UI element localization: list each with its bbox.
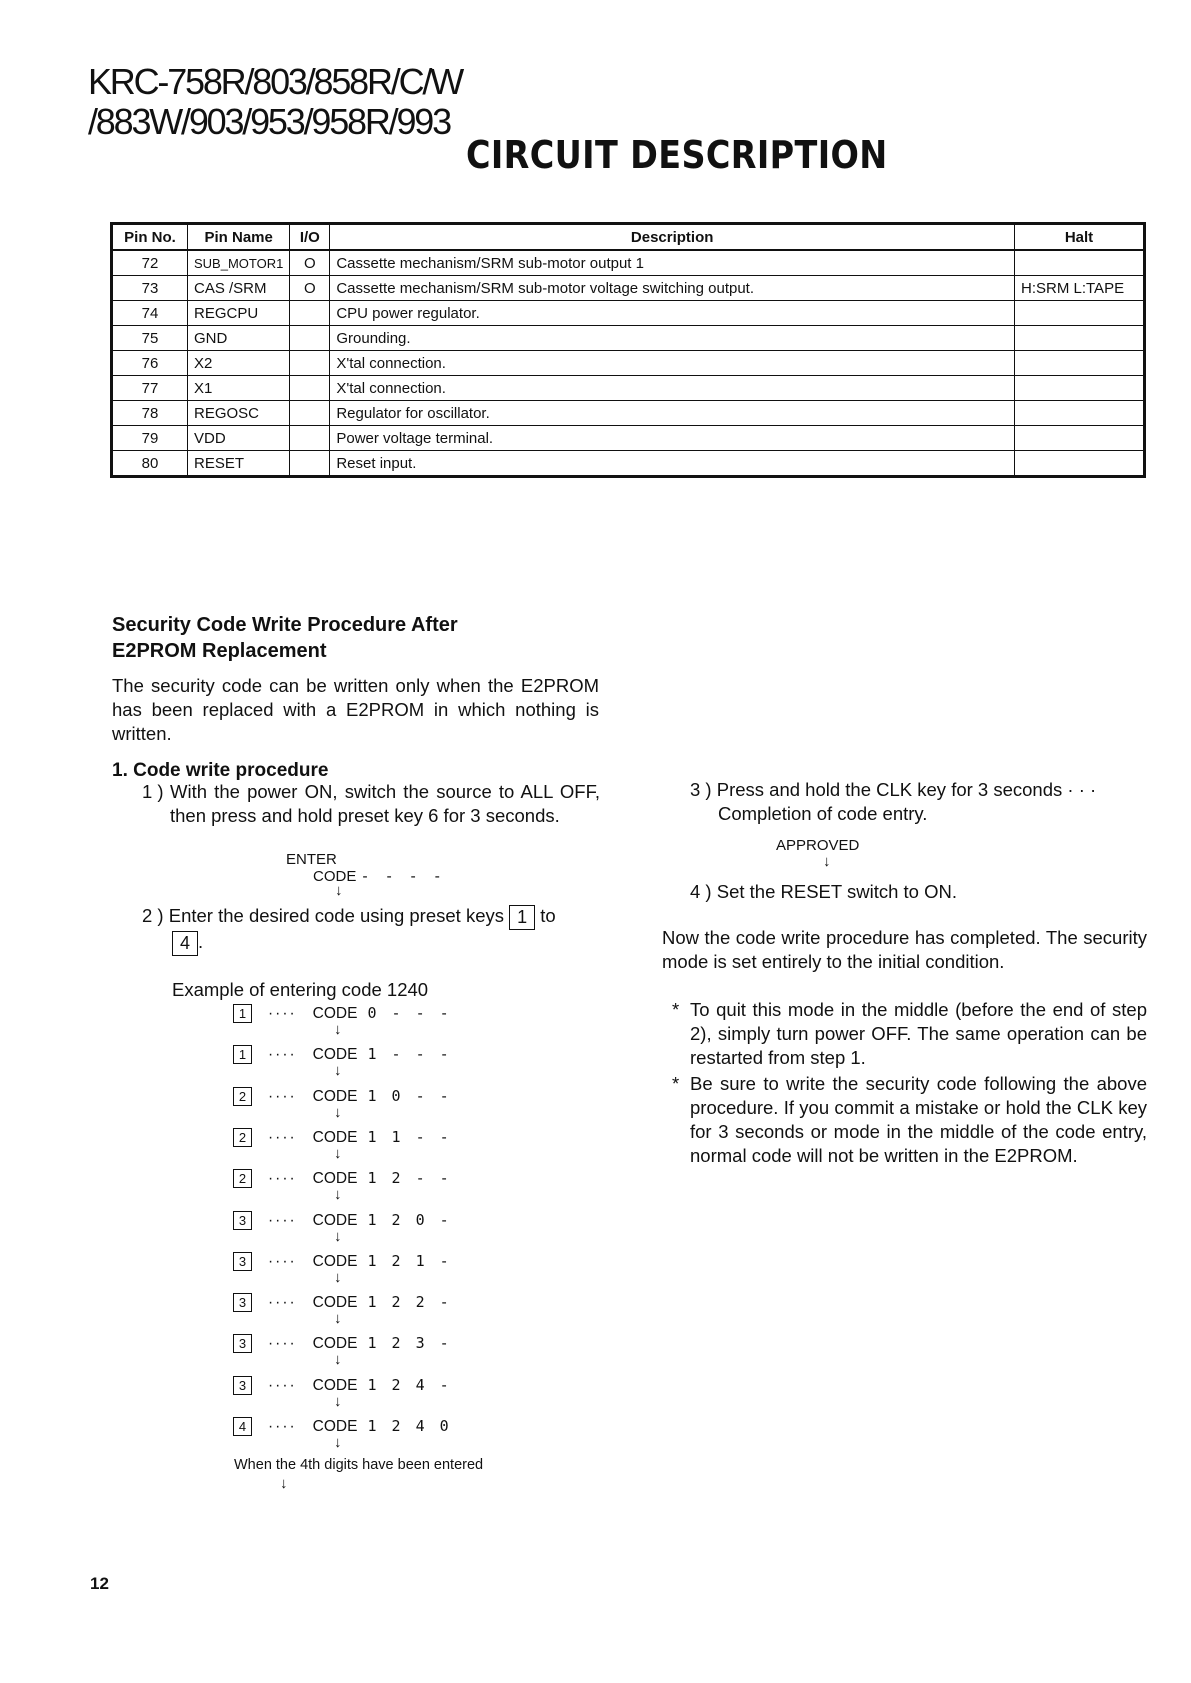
dots-separator: ····	[268, 1377, 297, 1394]
step-2-end: .	[198, 931, 204, 952]
code-value: 1 2 1 -	[367, 1252, 452, 1270]
example-step-row	[233, 1045, 452, 1064]
pin-description: X'tal connection.	[330, 376, 1015, 401]
table-row	[112, 376, 1145, 401]
note-1	[672, 998, 1147, 1070]
step-4	[690, 880, 957, 904]
pin-description: Cassette mechanism/SRM sub-motor output 1	[330, 250, 1015, 276]
enter-code-display	[313, 867, 445, 885]
preset-key-icon: 3	[233, 1334, 252, 1353]
preset-key-icon: 1	[233, 1004, 252, 1023]
code-label: CODE	[312, 1294, 358, 1311]
code-value: 1 2 0 -	[367, 1211, 452, 1229]
table-row	[112, 451, 1145, 477]
code-label: CODE	[312, 1253, 358, 1270]
pin-name: REGCPU	[188, 301, 290, 326]
code-label: CODE	[312, 1212, 358, 1229]
code-value: 1 2 4 -	[367, 1376, 452, 1394]
code-value: 1 - - -	[367, 1045, 452, 1063]
header-pin-name: Pin Name	[188, 224, 290, 251]
table-row	[112, 250, 1145, 276]
example-step-row	[233, 1252, 452, 1271]
pin-name: CAS /SRM	[188, 276, 290, 301]
pin-name: RESET	[188, 451, 290, 477]
down-arrow-icon: ↓	[334, 1104, 342, 1121]
header-io: I/O	[290, 224, 330, 251]
dots-separator: ····	[268, 1212, 297, 1229]
down-arrow-icon: ↓	[334, 1351, 342, 1368]
model-number	[88, 62, 462, 142]
pin-io	[290, 451, 330, 477]
step-2-number: 2 )	[142, 905, 164, 926]
pin-halt: H:SRM L:TAPE	[1015, 276, 1145, 301]
example-step-row	[233, 1417, 452, 1436]
section-heading	[112, 612, 458, 664]
preset-key-icon: 2	[233, 1169, 252, 1188]
model-line-1: KRC-758R/803/858R/C/W	[88, 61, 462, 102]
pin-description: CPU power regulator.	[330, 301, 1015, 326]
approved-label: APPROVED	[776, 837, 860, 854]
down-arrow-icon: ↓	[334, 1145, 342, 1162]
step-2	[142, 904, 602, 930]
down-arrow-icon: ↓	[334, 1269, 342, 1286]
preset-key-icon: 2	[233, 1128, 252, 1147]
down-arrow-icon: ↓	[334, 1021, 342, 1038]
dots-separator: ····	[268, 1088, 297, 1105]
pin-no: 78	[112, 401, 188, 426]
completed-paragraph: Now the code write procedure has completed. The security mode is set entirely to the initial condition.	[662, 927, 1147, 972]
dots-separator: ····	[268, 1253, 297, 1270]
down-arrow-icon: ↓	[334, 1310, 342, 1327]
code-value: 1 1 - -	[367, 1128, 452, 1146]
model-line-2: /883W/903/953/958R/993	[88, 101, 450, 142]
pin-io: O	[290, 250, 330, 276]
note-2	[672, 1072, 1147, 1168]
example-step-row	[233, 1169, 452, 1188]
code-label: CODE	[312, 1170, 358, 1187]
code-label: CODE	[312, 1418, 358, 1435]
table-row	[112, 326, 1145, 351]
down-arrow-icon: ↓	[334, 1186, 342, 1203]
pin-description: Reset input.	[330, 451, 1015, 477]
example-step-row	[233, 1376, 452, 1395]
preset-key-1-icon: 1	[509, 905, 535, 930]
pin-description: X'tal connection.	[330, 351, 1015, 376]
code-value: 1 2 2 -	[367, 1293, 452, 1311]
step-2-continued	[172, 930, 203, 956]
step-heading: 1. Code write procedure	[112, 760, 329, 781]
pin-name: REGOSC	[188, 401, 290, 426]
intro-paragraph: The security code can be written only when the E2PROM has been replaced with a E2PROM in which nothing is written.	[112, 675, 599, 744]
dots-separator: ····	[268, 1170, 297, 1187]
header-description: Description	[330, 224, 1015, 251]
down-arrow-icon: ↓	[334, 1393, 342, 1410]
pin-io	[290, 426, 330, 451]
step-3-number: 3 )	[690, 779, 712, 800]
preset-key-icon: 2	[233, 1087, 252, 1106]
pin-description: Cassette mechanism/SRM sub-motor voltage switching output.	[330, 276, 1015, 301]
code-value: 1 2 3 -	[367, 1334, 452, 1352]
header-halt: Halt	[1015, 224, 1145, 251]
header-pin-no: Pin No.	[112, 224, 188, 251]
table-header-row	[112, 224, 1145, 251]
pin-no: 79	[112, 426, 188, 451]
step-2-text: Enter the desired code using preset keys	[168, 905, 504, 926]
step-4-number: 4 )	[690, 881, 712, 902]
preset-key-icon: 3	[233, 1211, 252, 1230]
preset-key-icon: 3	[233, 1376, 252, 1395]
code-value: 1 2 4 0	[367, 1417, 452, 1435]
down-arrow-icon: ↓	[334, 1434, 342, 1451]
code-value: 0 - - -	[367, 1004, 452, 1022]
pin-no: 77	[112, 376, 188, 401]
pin-io: O	[290, 276, 330, 301]
code-value: - - - -	[360, 867, 445, 885]
down-arrow-icon: ↓	[335, 882, 343, 899]
pin-io	[290, 351, 330, 376]
pin-name: X1	[188, 376, 290, 401]
pin-description: Regulator for oscillator.	[330, 401, 1015, 426]
bullet-icon: *	[672, 1073, 680, 1094]
table-row	[112, 401, 1145, 426]
code-label: CODE	[312, 1377, 358, 1394]
pin-halt	[1015, 376, 1145, 401]
preset-key-icon: 3	[233, 1293, 252, 1312]
pin-no: 73	[112, 276, 188, 301]
pin-halt	[1015, 326, 1145, 351]
pin-no: 76	[112, 351, 188, 376]
dots-separator: ····	[268, 1418, 297, 1435]
table-row	[112, 276, 1145, 301]
fourth-digit-note: When the 4th digits have been entered	[234, 1457, 484, 1473]
pin-table	[110, 222, 1146, 478]
step-3	[690, 778, 1096, 802]
down-arrow-icon: ↓	[334, 1062, 342, 1079]
note-2-text: Be sure to write the security code following the above procedure. If you commit a mistake or hold the CLK key for 3 seconds or mode in the middle of the code entry, normal code will not be written in the E2PROM.	[690, 1073, 1147, 1166]
step-3-text-2: Completion of code entry.	[718, 803, 928, 824]
pin-halt	[1015, 426, 1145, 451]
step-1-text: With the power ON, switch the source to ALL OFF, then press and hold preset key 6 for 3 seconds.	[170, 781, 600, 826]
dots-separator: ····	[268, 1294, 297, 1311]
page-number: 12	[90, 1574, 109, 1593]
table-row	[112, 351, 1145, 376]
step-2-to: to	[540, 905, 556, 926]
enter-label: ENTER	[286, 851, 337, 868]
pin-halt	[1015, 401, 1145, 426]
dots-separator: ····	[268, 1335, 297, 1352]
code-value: 1 2 - -	[367, 1169, 452, 1187]
page-title: CIRCUIT DESCRIPTION	[466, 133, 888, 177]
example-step-row	[233, 1334, 452, 1353]
pin-io	[290, 376, 330, 401]
down-arrow-icon: ↓	[334, 1228, 342, 1245]
down-arrow-icon: ↓	[823, 853, 831, 870]
bullet-icon: *	[672, 999, 680, 1020]
pin-name: GND	[188, 326, 290, 351]
dots-separator: ····	[268, 1046, 297, 1063]
example-step-row	[233, 1004, 452, 1023]
section-heading-line-1: Security Code Write Procedure After	[112, 614, 458, 636]
pin-name: VDD	[188, 426, 290, 451]
step-4-text: Set the RESET switch to ON.	[716, 881, 957, 902]
example-step-row	[233, 1128, 452, 1147]
code-value: 1 0 - -	[367, 1087, 452, 1105]
pin-io	[290, 401, 330, 426]
note-1-text: To quit this mode in the middle (before the end of step 2), simply turn power OFF. The same operation can be restarted from step 1.	[690, 999, 1147, 1068]
preset-key-icon: 1	[233, 1045, 252, 1064]
pin-name: SUB_MOTOR1	[188, 250, 290, 276]
pin-halt	[1015, 301, 1145, 326]
code-label: CODE	[312, 1335, 358, 1352]
example-step-row	[233, 1087, 452, 1106]
code-label: CODE	[313, 868, 357, 885]
pin-no: 80	[112, 451, 188, 477]
example-step-row	[233, 1293, 452, 1312]
pin-description: Power voltage terminal.	[330, 426, 1015, 451]
code-label: CODE	[312, 1046, 358, 1063]
preset-key-4-icon: 4	[172, 931, 198, 956]
pin-halt	[1015, 451, 1145, 477]
example-step-row	[233, 1211, 452, 1230]
pin-description: Grounding.	[330, 326, 1015, 351]
down-arrow-icon: ↓	[280, 1475, 288, 1492]
preset-key-icon: 3	[233, 1252, 252, 1271]
pin-io	[290, 326, 330, 351]
pin-no: 75	[112, 326, 188, 351]
pin-io	[290, 301, 330, 326]
pin-halt	[1015, 250, 1145, 276]
dots-separator: ····	[268, 1005, 297, 1022]
step-1	[142, 780, 600, 828]
pin-name: X2	[188, 351, 290, 376]
dots-separator: ····	[268, 1129, 297, 1146]
pin-no: 72	[112, 250, 188, 276]
table-row	[112, 426, 1145, 451]
step-1-number: 1 )	[142, 781, 164, 802]
table-row	[112, 301, 1145, 326]
code-label: CODE	[312, 1005, 358, 1022]
preset-key-icon: 4	[233, 1417, 252, 1436]
code-label: CODE	[312, 1129, 358, 1146]
step-3-text: Press and hold the CLK key for 3 seconds · · ·	[716, 779, 1097, 800]
section-heading-line-2: E2PROM Replacement	[112, 640, 327, 662]
pin-no: 74	[112, 301, 188, 326]
code-label: CODE	[312, 1088, 358, 1105]
example-label: Example of entering code 1240	[172, 979, 429, 1000]
pin-halt	[1015, 351, 1145, 376]
